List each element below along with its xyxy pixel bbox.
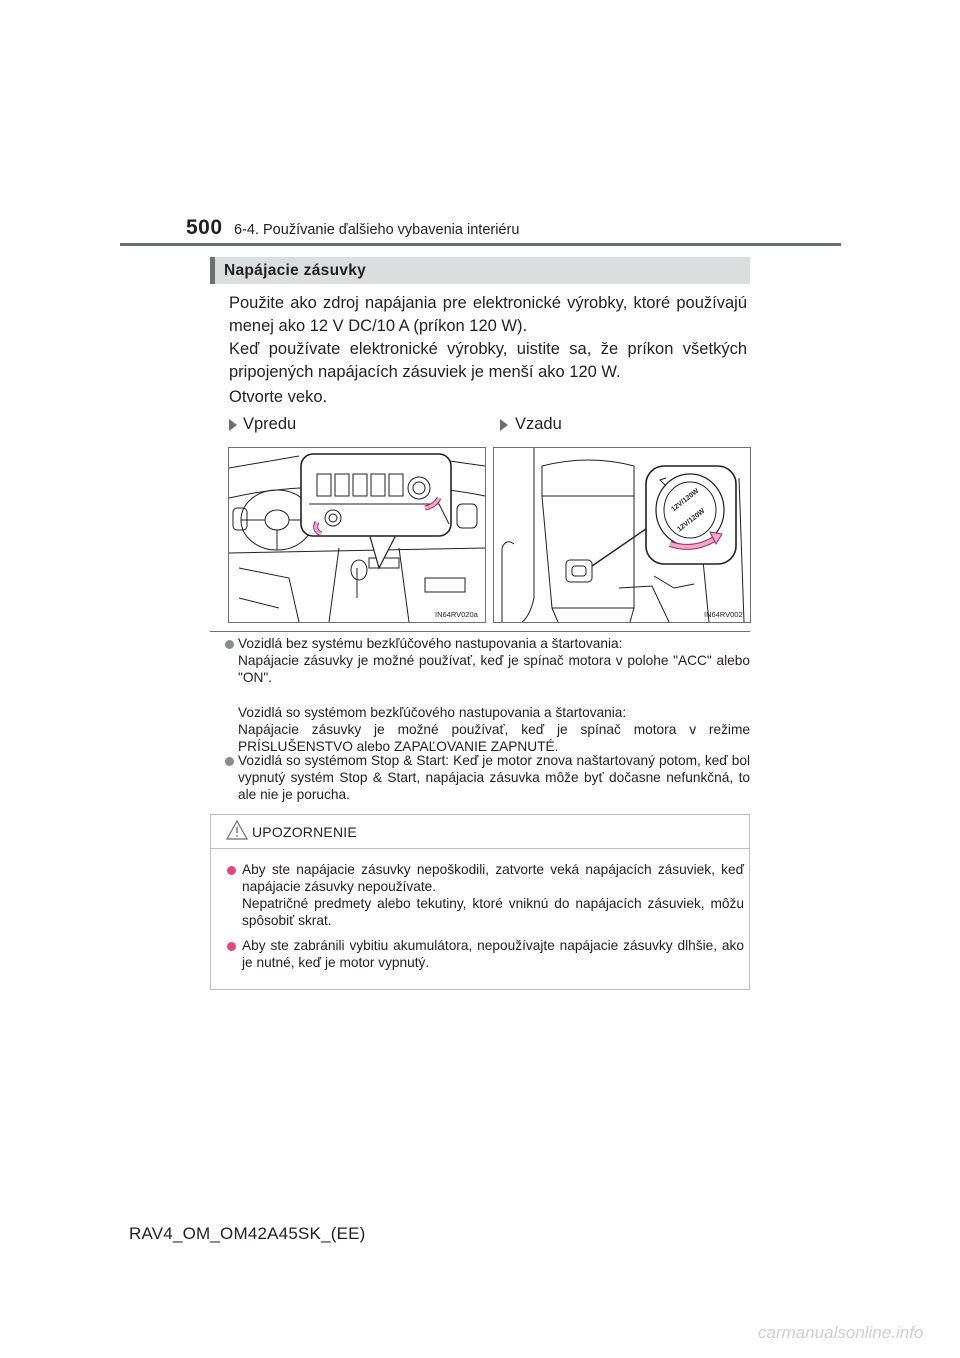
- note-text: Napájacie zásuvky je možné používať, keď je spínač motora v režime PRÍSLUŠENSTVO alebo ZAPAĽOVANIE ZAPNUTÉ.: [238, 722, 750, 754]
- note-heading: Vozidlá so systémom bezkľúčového nastupovania a štartovania:: [238, 705, 627, 720]
- open-lid-instruction: Otvorte veko.: [229, 388, 328, 406]
- note-with-smart-entry: [238, 704, 750, 755]
- caution-text: Nepatričné predmety alebo tekutiny, ktoré vniknú do napájacích zásuviek, môžu spôsobiť skrat.: [242, 896, 744, 928]
- note-bullet-icon: [225, 640, 234, 649]
- front-power-outlet-illustration: [228, 447, 486, 623]
- outlet-rating-label: 12V/120W: [670, 487, 701, 514]
- figure-caption-rear: Vzadu: [515, 415, 562, 433]
- caution-divider: [211, 848, 749, 849]
- note-heading: Vozidlá bez systému bezkľúčového nastupovania a štartovania:: [238, 636, 623, 651]
- outlet-rating-label: 12V/120W: [676, 507, 707, 534]
- figure-caption-front: Vpredu: [243, 415, 297, 433]
- note-without-smart-entry: [238, 635, 750, 686]
- warning-triangle-icon: [226, 820, 248, 840]
- rear-power-outlet-illustration: [493, 447, 751, 623]
- note-stop-start: Vozidlá so systémom Stop & Start: Keď je motor znova naštartovaný potom, keď bol vypnutý systém Stop & Start, napájacia zásuvka môže byť dočasne nefunkčná, to ale nie je porucha.: [238, 753, 750, 802]
- note-text: Napájacie zásuvky je možné používať, keď je spínač motora v polohe "ACC" alebo "ON".: [238, 653, 750, 685]
- header-divider: [120, 243, 841, 246]
- caution-bullet-icon: [227, 942, 236, 951]
- manual-code: RAV4_OM_OM42A45SK_(EE): [129, 1224, 366, 1243]
- chapter-title: 6-4. Používanie ďalšieho vybavenia interiéru: [234, 222, 520, 238]
- caution-item-damage: [242, 861, 744, 929]
- section-heading-accent: [210, 257, 215, 284]
- caution-bullet-icon: [227, 866, 236, 875]
- caution-item-battery: Aby ste zabránili vybitiu akumulátora, nepoužívajte napájacie zásuvky dlhšie, ako je nutné, keď je motor vypnutý.: [242, 938, 744, 970]
- page-number: 500: [186, 216, 223, 239]
- caption-arrow-icon: [500, 419, 508, 431]
- figure-code-rear: IN64RV002: [704, 610, 743, 619]
- front-dashboard-drawing: [229, 448, 485, 622]
- power-limit-paragraph: Keď používate elektronické výrobky, uistite sa, že príkon všetkých pripojených napájacích zásuviek je menší ako 120 W.: [229, 340, 747, 381]
- note-bullet-icon: [225, 757, 234, 766]
- rear-console-drawing: [494, 448, 750, 622]
- intro-paragraph: Použite ako zdroj napájania pre elektronické výrobky, ktoré používajú menej ako 12 V DC/10 A (príkon 120 W).: [229, 294, 747, 335]
- section-title: Napájacie zásuvky: [224, 262, 367, 279]
- figure-code-front: IN64RV020a: [435, 610, 478, 619]
- caution-text: Aby ste napájacie zásuvky nepoškodili, zatvorte veká napájacích zásuviek, keď napájacie zásuvky nepoužívate.: [242, 862, 744, 894]
- notes-divider: [210, 631, 750, 632]
- caption-arrow-icon: [229, 419, 237, 431]
- watermark: carmanualsonline.info: [758, 1323, 924, 1342]
- caution-title: UPOZORNENIE: [252, 824, 357, 840]
